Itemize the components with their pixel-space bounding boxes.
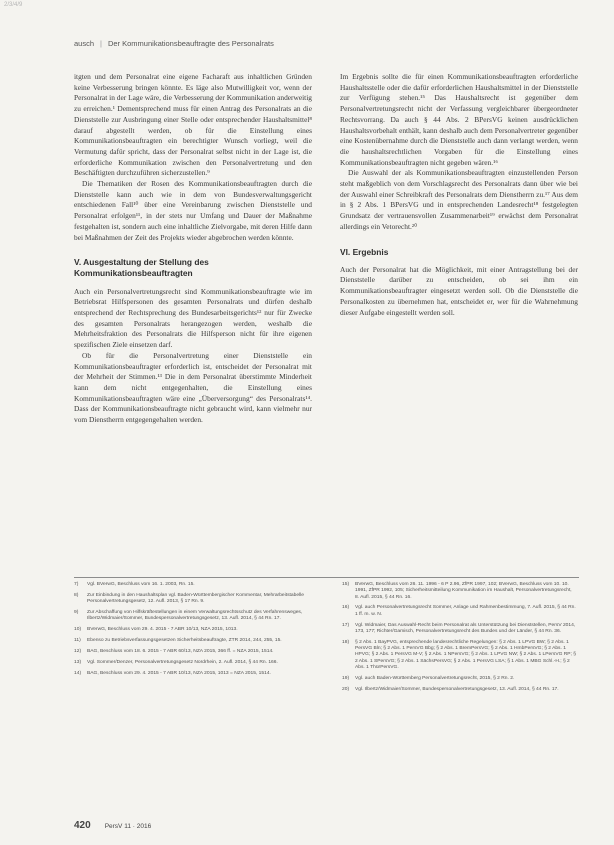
footnote-text: Zur Abschaffung von Hilfskräftestellungen in einem Verwaltungsrechtsschutz des Verfahrensweges, Ilbertz/Widmaier/Sommer, Bundespersonalvertretungsgesetz, 13. Aufl. 2014, § 44 Rn. 17. [87, 610, 303, 622]
footnote [74, 582, 309, 588]
section-heading-vi: VI. Ergebnis [340, 246, 389, 257]
footnote-number: 14) [74, 670, 82, 676]
footnote-text: Vgl. auch Personalvertretungsrecht Sommer, Anlage und Rahmenbestimmung, 7. Aufl. 2015, § 44 Rn. 1 ff. m. w. N. [355, 605, 576, 617]
footnote-text: § 2 Abs. 1 BayPVG, entsprechende landesrechtliche Regelungen: § 2 Abs. 1 LPVG BW; § 2 Abs. 1 PersVG Bln; § 2 Abs. 1 PersVG Bbg; § 2 Abs. 1 BremPersVG; § 2 Abs. 1 HmbPersVG; § 2 Abs. 1 HPVG; § 2 Abs. 1 PersVG M-V; § 2 Abs. 1 NPersVG; § 2 Abs. 1 LPVG NW; § 2 Abs. 1 LPersVG RP; § 2 Abs. 1 SPersVG; § 2 Abs. 1 SächsPersVG; § 2 Abs. 1 PersVG LSA; § 1 Abs. 1 MBG Schl.-H.; § 2 Abs. 1 ThürPersVG. [355, 639, 576, 671]
right-paragraph-1: Im Ergebnis sollte die für einen Kommunikationsbeauftragten erforderliche Haushaltsstelle oder die dafür erforderlichen Haushaltsmittel in der Dienststelle zur Verfügung stehen.¹⁵ Das Haushaltsrecht ist gegenüber dem Personalvertretungsrecht nicht der Verfassung vergleichbarer übergeordneter Rechtsvorrang. Da auch § 44 Abs. 2 BPersVG keinen ausdrücklichen Haushaltsvorbehalt enthält, kann deshalb auch dem Personalvertreter gegenüber eine Kostenübernahme durch die Dienststelle auch dann verlangt werden, wenn die haushaltsrechtlichen Vorgaben für die Einstellung eines Kommunikationsbeauftragten nicht gegeben wären.¹⁶ [340, 72, 578, 167]
footnote [342, 687, 577, 693]
footnote-number: 9) [74, 610, 79, 616]
footnote-text: BAG, Beschluss vom 18. 6. 2015 - 7 ABR 60/13, NZA 2015, 366 ff. = NZA 2015, 1514. [87, 649, 274, 655]
left-column [74, 72, 312, 426]
header-page-ref: ausch [74, 39, 95, 48]
footnote-number: 19) [342, 675, 350, 681]
header-title: Der Kommunikationsbeauftragte des Personalrats [107, 39, 274, 48]
footnote-number: 10) [74, 627, 82, 633]
footnote [342, 605, 577, 618]
left-paragraph-1: itgten und dem Personalrat eine eigene Facharaft aus inhaltlichen Gründen keine Verbesserung bringen könnte. Es läge also Mutwilligkeit vor, wenn der Personalrat in der Lage wäre, die Verbesserung der Kommunikation anderweitig zu erreichen.¹ Dementsprechend muss für einen Antrag des Personalrats an die Dienststelle zur Ausbringung einer Stelle oder entsprechender Haushaltsmittel⁸ darauf abgestellt werden, ob für die Einstellung eines Kommunikationsbeauftragten ein berechtigter Wunsch vorliegt, weil die Vermutung dafür spricht, dass der Personalrat selbst nicht in der Lage ist, die erforderliche Kommunikation zwischen den Personalvertretung und den Beschäftigten durchzuführen sicherzustellen.⁹ [74, 72, 312, 178]
footnotes-left [74, 582, 309, 682]
footnote [342, 676, 577, 682]
left-paragraph-3: Auch ein Personalvertretungsrecht sind Kommunikationsbeauftragte wie im Betriebsrat Hilfspersonen des gesamten Personalrats und dürfen deshalb entsprechend der Rechtsprechung des Bundesarbeitsgerichts¹² nur für Zwecke des gesamten Personalrats herangezogen werden, weshalb die Mehrheitsfraktion des Personalrats die Hilfsperson nicht für ihre eigenen spezifischen Ziele einsetzen darf. [74, 286, 312, 350]
left-paragraph-4: Ob für die Personalvertretung einer Dienststelle ein Kommunikationsbeauftragter erforderlich ist, entscheidet der Personalrat mit der Mehrheit der Stimmen.¹³ Die in dem Personalrat überstimmte Minderheit kann dem nicht entgegenhalten, die Einstellung eines Kommunikationsbeauftragten wäre eine „Überversorgung“ des Personalrats¹⁴. Dass der Kommunikationsbeauftragte nicht gebraucht wird, kann vielmehr nur vom Dienstherrn entgegengehalten werden. [74, 350, 312, 425]
page-footer [74, 815, 151, 833]
footnote-number: 7) [74, 582, 79, 587]
right-paragraph-3: Auch der Personalrat hat die Möglichkeit, mit einer Antragstellung bei der Dienststelle darüber zu entscheiden, ob sei ihm ein Kommunikationsbeauftragter eingesetzt werden soll. Ob die Dienststelle die Personalkosten zu übernehmen hat, entscheidet er, wer für die Wahrnehmung dieser Aufgabe eingestellt werden soll. [340, 264, 578, 317]
scan-corner-mark: 2/3/4/9 [4, 2, 23, 8]
page-number: 420 [74, 820, 91, 831]
footnote [74, 638, 309, 644]
footnote-text: BVerwG, Beschluss vom 29. 4. 2015 - 7 ABR 10/13, NZA 2015, 1013. [87, 627, 238, 633]
section-heading-v: V. Ausgestaltung der Stellung des Kommunikationsbeauftragten [74, 257, 209, 279]
footnote [74, 593, 309, 606]
footnote [74, 660, 309, 666]
footnote [342, 640, 577, 671]
footnote-divider [74, 577, 579, 578]
footnote-number: 11) [74, 638, 81, 644]
footnote-number: 13) [74, 659, 82, 665]
footnote-text: Vgl. BVerwG, Beschluss vom 16. 1. 2003, Rn. 15. [87, 582, 195, 587]
footnote-number: 8) [74, 592, 79, 598]
running-header [74, 39, 274, 48]
footnote-text: Vgl. Widmaier, Das Auswahl-Recht beim Personalrat als Unterstützung bei Dienststellen, PersV 2014, 173, 177; Richter/Gamisch, Personalvertretungsrecht des Bundes und der Länder, § 44 Rn. 36. [355, 622, 576, 634]
footnote-text: BVerwG, Beschluss vom 26. 11. 1996 - 6 P 2.96, ZfPR 1997, 102; BVerwG, Beschluss vom 10. 10. 1991, ZfPR 1992, 105; Sicherheitsmitteilung Kommunikation im Haushalt, Personalvertretungsrecht, 8. Aufl. 2015, § 44 Rn. 16. [355, 582, 572, 600]
footnote-text: BAG, Beschluss vom 29. 4. 2015 - 7 ABR 10/13, NZA 2015, 1013 = NZA 2015, 1514. [87, 670, 271, 676]
footnote-number: 16) [342, 605, 350, 611]
journal-reference: PersV 11 · 2016 [104, 823, 152, 830]
footnote-number: 15) [342, 582, 350, 587]
footnote-text: Zur Einbindung in den Haushaltsplan vgl. Baden-Württembergischer Kommentar, Mehrarbeitstabelle Personalvertretungsgesetz, 12. Aufl. 2013, § 17 Rn. 9. [87, 592, 304, 605]
footnote [342, 582, 577, 601]
footnote-text: Ebenso zu Betriebsverfassungsgesetzen Sicherheitsbeauftragte, ZTR 2014, 244, 255, 15. [87, 638, 282, 644]
footnote [74, 627, 309, 633]
footnote-number: 17) [342, 622, 350, 628]
right-column [340, 72, 578, 318]
left-paragraph-2: Die Thematiken der Rosen des Kommunikationsbeauftragten durch die Dienststelle kann auch wie in dem von Bundesverwaltungsgericht entschiedenen Fall¹⁰ über eine Vereinbarung zwischen Dienststelle und Personalrat erfolgen¹¹, in der stets nur Umfang und Dauer der Maßnahme festgehalten ist, sondern auch eine inhaltliche Zielvorgabe, mit deren Hilfe dann bei Maßnahmen der Zeit des Projekts wieder abgebrochen werden könnte. [74, 179, 312, 242]
header-separator: | [100, 39, 102, 48]
footnote [342, 623, 577, 636]
footnote-text: Vgl. Ilbertz/Widmaier/Sommer, Bundespersonalvertretungsgesetz, 13. Aufl. 2014, § 44 Rn. 17. [355, 686, 559, 692]
right-paragraph-2: Die Auswahl der als Kommunikationsbeauftragten einzustellenden Person steht maßgeblich von dem Vorschlagsrecht des Personalrats dann über wie bei der Auswahl einer Schreibkraft des Personalrats dem Dienstherrn zu.¹⁷ Aus dem in § 2 Abs. 1 BPersVG und in entsprechenden Landesrecht¹⁸ festgelegten Grundsatz der vertrauensvollen Zusammenarbeit¹⁹ erwächst dem Personalrat allerdings ein Vetorecht.²⁰ [340, 168, 578, 231]
footnote-text: Vgl. auch Baden-Württemberg Personalvertretungsrecht, 2015, § 2 Rn. 2. [355, 675, 515, 681]
footnote-number: 20) [342, 686, 350, 692]
footnotes-right [342, 582, 577, 698]
footnote [74, 610, 309, 623]
footnote-text: Vgl. Sommer/Denzer, Personalvertretungsgesetz Nordrhein, 2. Aufl. 2014, § 44 Rn. 166. [87, 659, 278, 665]
footnote [74, 671, 309, 677]
footnote-number: 12) [74, 649, 82, 655]
footnote-number: 18) [342, 639, 350, 645]
footnote [74, 649, 309, 655]
